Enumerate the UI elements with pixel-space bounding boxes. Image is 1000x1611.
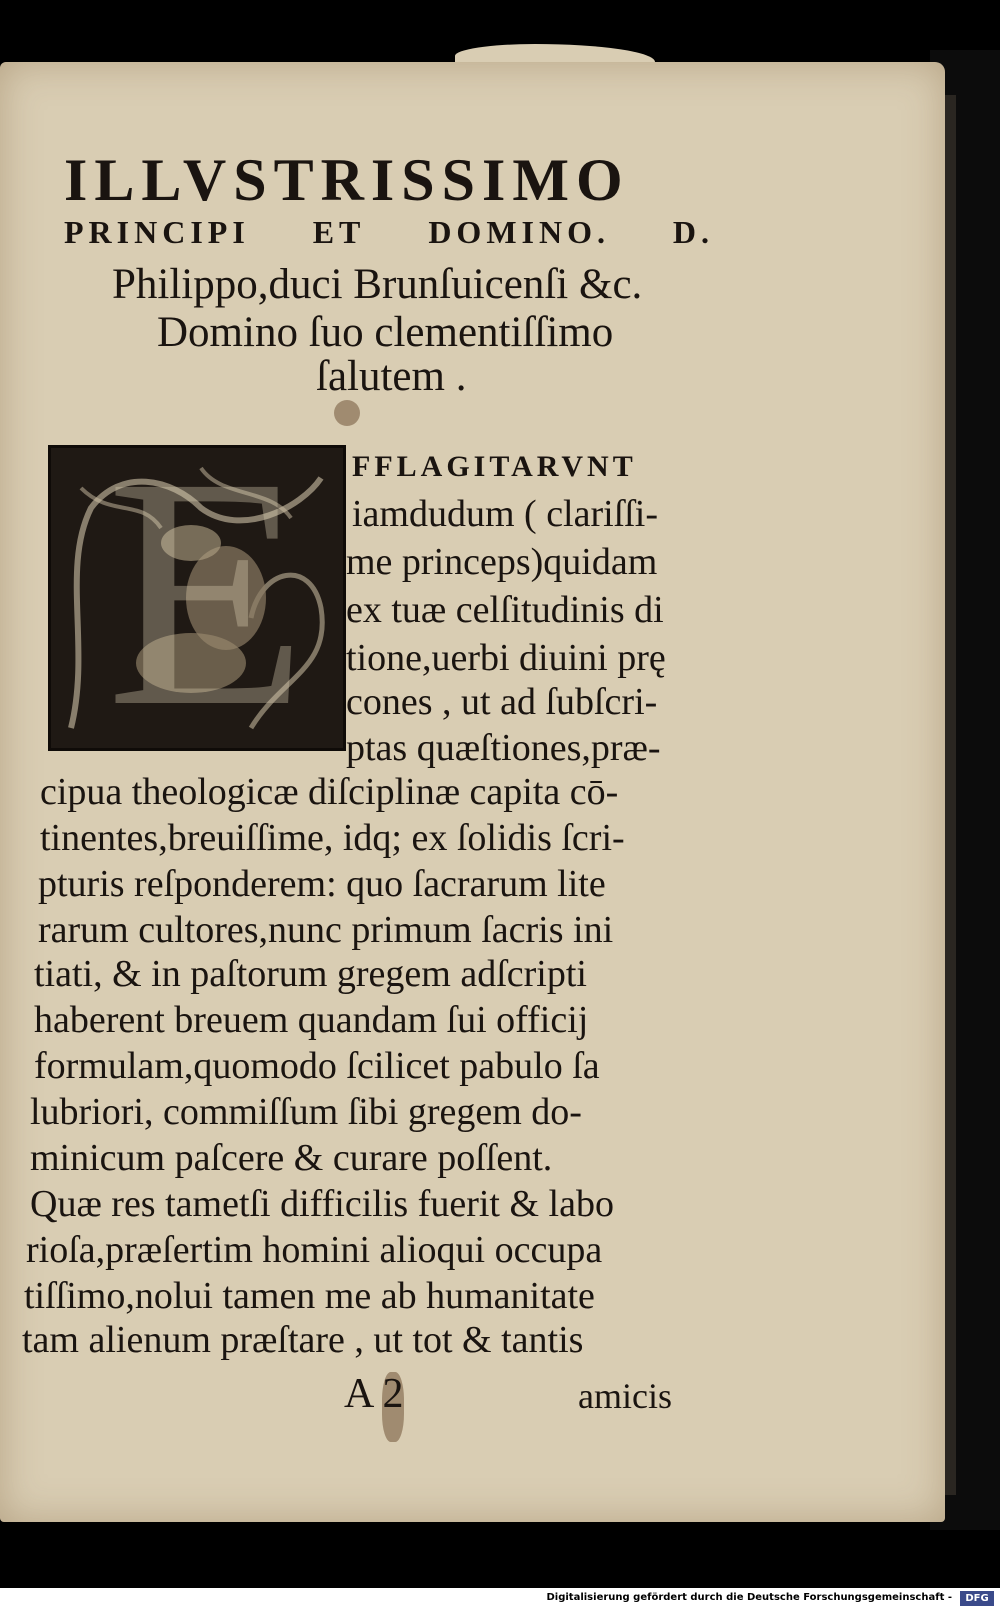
body-line: rarum cultores,nunc primum ſacris ini	[38, 909, 614, 951]
body-line: tinentes,breuiſſime, idq; ex ſolidis ſcri-	[40, 817, 625, 859]
body-line: cones , ut ad ſubſcri-	[346, 681, 658, 723]
footer-credit: Digitalisierung gefördert durch die Deutsche Forschungsgemeinschaft -	[546, 1592, 952, 1603]
body-line: pturis reſponderem: quo ſacrarum lite	[38, 863, 606, 905]
body-line: lubriori, commiſſum ſibi gregem do-	[30, 1091, 582, 1133]
body-line: minicum paſcere & curare poſſent.	[30, 1137, 553, 1179]
body-line: tam alienum præſtare , ut tot & tantis	[22, 1319, 584, 1361]
body-line: rioſa,præſertim homini alioqui occupa	[26, 1229, 603, 1271]
decorated-initial	[48, 445, 346, 751]
heading-word: PRINCIPI	[64, 214, 250, 250]
body-line: cipua theologicæ diſciplinæ capita cō-	[40, 771, 619, 813]
signature-mark: A 2	[344, 1371, 404, 1417]
heading-line-3: Philippo,duci Brunſuicenſi &c.	[112, 261, 643, 308]
body-line: ptas quæſtiones,præ-	[346, 727, 661, 769]
dfg-logo-icon: DFG	[960, 1591, 994, 1606]
body-line: tione,uerbi diuini prę	[346, 637, 666, 679]
body-line: tiſſimo,nolui tamen me ab humanitate	[24, 1275, 595, 1317]
body-line: haberent breuem quandam ſui officij	[34, 999, 589, 1041]
heading-line-4: Domino ſuo clementiſſimo	[157, 309, 614, 356]
heading-line-2	[64, 214, 714, 251]
heading-word: DOMINO.	[428, 214, 610, 250]
body-line: formulam,quomodo ſcilicet pabulo ſa	[34, 1045, 600, 1087]
body-line: me princeps)quidam	[346, 541, 658, 583]
body-line: iamdudum ( clariſſi-	[352, 493, 659, 535]
heading-line-1: ILLVSTRISSIMO	[64, 147, 630, 213]
heading-line-5: ſalutem .	[316, 353, 467, 400]
initial-letter: E	[106, 445, 308, 751]
body-line: Quæ res tametſi difficilis fuerit & labo	[30, 1183, 614, 1225]
catchword: amicis	[578, 1376, 672, 1416]
body-line: tiati, & in paſtorum gregem adſcripti	[34, 953, 587, 995]
heading-word: D.	[672, 214, 714, 250]
heading-word: ET	[312, 214, 366, 250]
body-line: ex tuæ celſitudinis di	[346, 589, 664, 631]
digitization-footer	[0, 1588, 1000, 1611]
body-line: FFLAGITARVNT	[352, 450, 637, 483]
